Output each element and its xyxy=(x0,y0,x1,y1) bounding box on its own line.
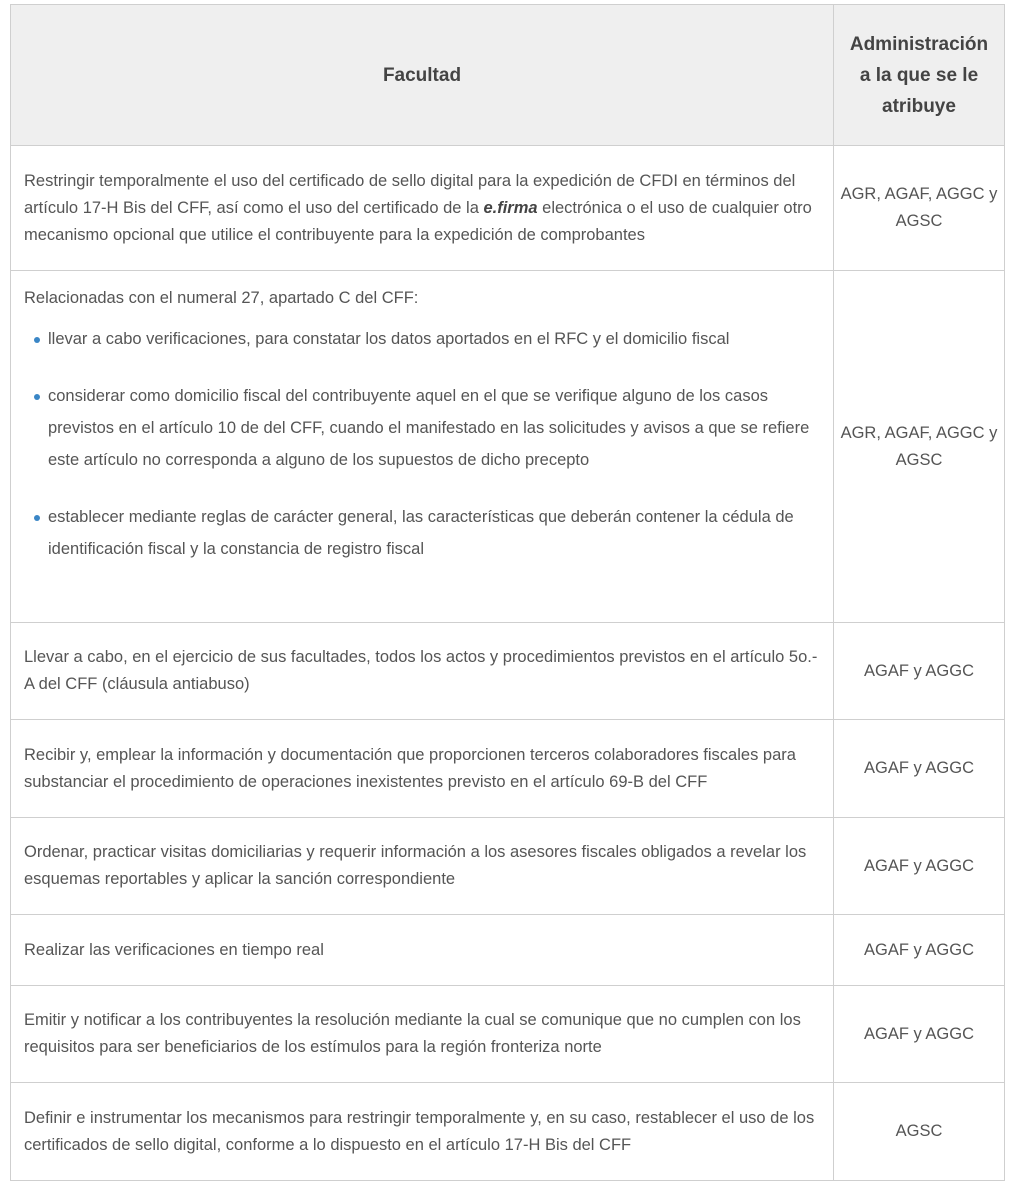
table-row xyxy=(11,623,1005,720)
administracion-cell: AGAF y AGGC xyxy=(834,818,1005,915)
table-header xyxy=(11,5,1005,146)
facultad-cell: Emitir y notificar a los contribuyentes la resolución mediante la cual se comunique que no cumplen con los requisitos para ser beneficiarios de los estímulos para la región fronteriza norte xyxy=(11,986,834,1083)
facultad-bullet-list xyxy=(24,323,820,565)
table-row xyxy=(11,915,1005,986)
bullet-dot-icon xyxy=(34,394,40,400)
facultad-cell: Realizar las verificaciones en tiempo real xyxy=(11,915,834,986)
facultad-intro: Relacionadas con el numeral 27, apartado C del CFF: xyxy=(24,289,419,307)
header-row xyxy=(11,5,1005,146)
facultades-table-container xyxy=(10,4,1005,1181)
list-item xyxy=(24,501,820,565)
facultad-cell: Llevar a cabo, en el ejercicio de sus facultades, todos los actos y procedimientos previstos en el artículo 5o.-A del CFF (cláusula antiabuso) xyxy=(11,623,834,720)
administracion-cell: AGR, AGAF, AGGC y AGSC xyxy=(834,146,1005,271)
list-item xyxy=(24,380,820,476)
administracion-cell: AGR, AGAF, AGGC y AGSC xyxy=(834,271,1005,623)
table-row xyxy=(11,146,1005,271)
facultades-table xyxy=(10,4,1005,1181)
facultad-text: electrónica o el uso de cualquier otro mecanismo opcional que utilice el contribuyente para la expedición de comprobantes xyxy=(24,198,812,244)
table-row xyxy=(11,720,1005,818)
list-item-text: establecer mediante reglas de carácter general, las características que deberán contener la cédula de identificación fiscal y la constancia de registro fiscal xyxy=(48,508,794,558)
bullet-dot-icon xyxy=(34,337,40,343)
header-administracion: Administración a la que se le atribuye xyxy=(834,5,1005,146)
facultad-cell: Ordenar, practicar visitas domiciliarias y requerir información a los asesores fiscales obligados a revelar los esquemas reportables y aplicar la sanción correspondiente xyxy=(11,818,834,915)
table-body xyxy=(11,146,1005,1181)
administracion-cell: AGAF y AGGC xyxy=(834,986,1005,1083)
list-item xyxy=(24,323,820,355)
facultad-text: Restringir temporalmente el uso del certificado de sello digital para la expedición de CFDI en términos del artículo 17-H Bis del CFF, así como el uso del certificado de la xyxy=(24,171,796,217)
facultad-cell xyxy=(11,271,834,623)
header-facultad: Facultad xyxy=(11,5,834,146)
table-row xyxy=(11,986,1005,1083)
facultad-cell: Recibir y, emplear la información y documentación que proporcionen terceros colaboradores fiscales para substanciar el procedimiento de operaciones inexistentes previsto en el artículo 69-B del CFF xyxy=(11,720,834,818)
facultad-cell: Definir e instrumentar los mecanismos para restringir temporalmente y, en su caso, restablecer el uso de los certificados de sello digital, conforme a lo dispuesto en el artículo 17-H Bis del CFF xyxy=(11,1083,834,1181)
administracion-cell: AGAF y AGGC xyxy=(834,720,1005,818)
administracion-cell: AGAF y AGGC xyxy=(834,915,1005,986)
table-row xyxy=(11,1083,1005,1181)
table-row xyxy=(11,818,1005,915)
list-item-text: llevar a cabo verificaciones, para constatar los datos aportados en el RFC y el domicilio fiscal xyxy=(48,330,730,348)
administracion-cell: AGAF y AGGC xyxy=(834,623,1005,720)
list-item-text: considerar como domicilio fiscal del contribuyente aquel en el que se verifique alguno de los casos previstos en el artículo 10 de del CFF, cuando el manifestado en las solicitudes y avisos a que se refiere este artículo no corresponda a alguno de los supuestos de dicho precepto xyxy=(48,387,810,469)
bullet-dot-icon xyxy=(34,515,40,521)
facultad-cell xyxy=(11,146,834,271)
table-row xyxy=(11,271,1005,623)
efirma-emphasis: e.firma xyxy=(483,198,538,217)
administracion-cell: AGSC xyxy=(834,1083,1005,1181)
